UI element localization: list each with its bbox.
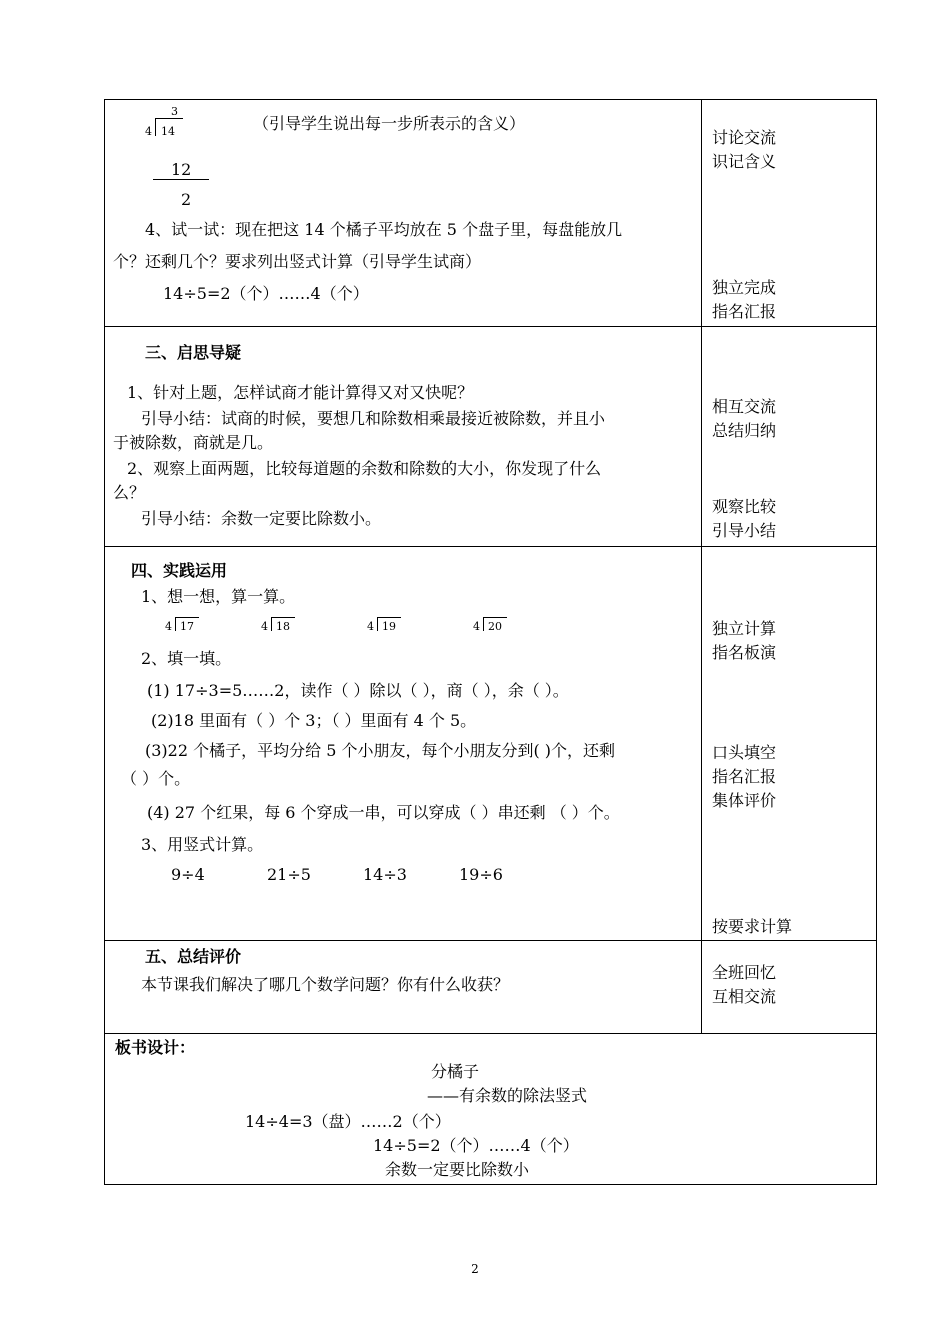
fill-prompt: 2、填一填。 (141, 649, 232, 668)
quotient: 3 (171, 105, 178, 118)
divisor: 4 (367, 620, 374, 633)
activity: 观察比较 (712, 497, 777, 516)
calc-item: 14÷3 (363, 865, 407, 884)
try-line-2: 个？还剩几个？要求列出竖式计算（引导学生试商） (113, 252, 482, 271)
activity: 总结归纳 (712, 421, 777, 440)
section-three-activities (702, 327, 877, 547)
calc-item: 19÷6 (459, 865, 503, 884)
summary-question: 本节课我们解决了哪几个数学问题？你有什么收获？ (141, 975, 510, 994)
divisor: 4 (165, 620, 172, 633)
activity: 按要求计算 (712, 917, 793, 936)
board-design-cell (105, 1034, 877, 1185)
fill-item-3-line-2: （ ）个。 (121, 769, 191, 788)
section-five-heading: 五、总结评价 (145, 947, 242, 966)
product: 12 (171, 160, 192, 179)
activity: 识记含义 (712, 152, 777, 171)
section-five-activities (702, 941, 877, 1034)
activity: 指名汇报 (712, 767, 777, 786)
activity: 互相交流 (712, 987, 777, 1006)
board-equation-1: 14÷4=3（盘）……2（个） (245, 1112, 451, 1131)
activity: 口头填空 (712, 743, 777, 762)
fill-item-2: (2)18 里面有（ ）个 3；（ ）里面有 4 个 5。 (151, 711, 477, 730)
activity: 集体评价 (712, 791, 777, 810)
summary-1-line-1: 引导小结：试商的时候，要想几和除数相乘最接近被除数，并且小 (141, 409, 606, 428)
board-subtitle: ——有余数的除法竖式 (427, 1086, 588, 1105)
activity: 全班回忆 (712, 963, 777, 982)
summary-1-line-2: 于被除数，商就是几。 (113, 433, 274, 452)
activity: 引导小结 (712, 521, 777, 540)
section-three-cell (105, 327, 702, 547)
board-rule: 余数一定要比除数小 (385, 1160, 530, 1179)
fill-item-3-line-1: (3)22 个橘子，平均分给 5 个小朋友，每个小朋友分到( )个，还剩 (145, 741, 616, 760)
question-1: 1、针对上题，怎样试商才能计算得又对又快呢？ (127, 383, 474, 402)
activity: 相互交流 (712, 397, 777, 416)
calc-item: 9÷4 (171, 865, 205, 884)
divisor: 4 (473, 620, 480, 633)
board-title: 分橘子 (431, 1062, 480, 1081)
page-number: 2 (471, 1262, 479, 1276)
vertical-calc-prompt: 3、用竖式计算。 (141, 835, 264, 854)
section-five-cell (105, 941, 702, 1034)
dividend: 19 (382, 620, 396, 633)
activity: 指名板演 (712, 643, 777, 662)
section-three-heading: 三、启思导疑 (145, 343, 242, 362)
calc-item: 21÷5 (267, 865, 311, 884)
divisor: 4 (261, 620, 268, 633)
try-equation: 14÷5=2（个）……4（个） (163, 284, 369, 303)
divisor: 4 (145, 125, 152, 138)
dividend: 20 (488, 620, 502, 633)
remainder: 2 (181, 190, 192, 209)
summary-2: 引导小结：余数一定要比除数小。 (141, 509, 382, 528)
question-2-line-1: 2、观察上面两题，比较每道题的余数和除数的大小，你发现了什么 (127, 459, 602, 478)
activity: 指名汇报 (712, 302, 777, 321)
try-line-1: 4、试一试：现在把这 14 个橘子平均放在 5 个盘子里，每盘能放几 (145, 220, 623, 239)
fill-item-4: (4) 27 个红果，每 6 个穿成一串，可以穿成（ ）串还剩 （ ）个。 (147, 803, 620, 822)
dividend: 17 (180, 620, 194, 633)
dividend: 18 (276, 620, 290, 633)
activity: 讨论交流 (712, 128, 777, 147)
guide-note: （引导学生说出每一步所表示的含义） (253, 114, 526, 133)
subtract-line (153, 179, 209, 180)
activity: 独立计算 (712, 619, 777, 638)
board-design-label: 板书设计： (115, 1038, 196, 1057)
think-prompt: 1、想一想，算一算。 (141, 587, 296, 606)
dividend: 14 (161, 125, 175, 138)
section-division-cell (105, 100, 702, 327)
section-four-cell (105, 547, 702, 941)
fill-item-1: (1) 17÷3=5……2，读作（ ）除以（ ），商（ ），余（ ）。 (147, 681, 569, 700)
section-four-heading: 四、实践运用 (131, 561, 228, 580)
section-four-activities (702, 547, 877, 941)
board-equation-2: 14÷5=2（个）……4（个） (373, 1136, 579, 1155)
section-division-activities (702, 100, 877, 327)
lesson-plan-table (104, 99, 877, 1185)
question-2-line-2: 么？ (113, 483, 146, 502)
activity: 独立完成 (712, 278, 777, 297)
